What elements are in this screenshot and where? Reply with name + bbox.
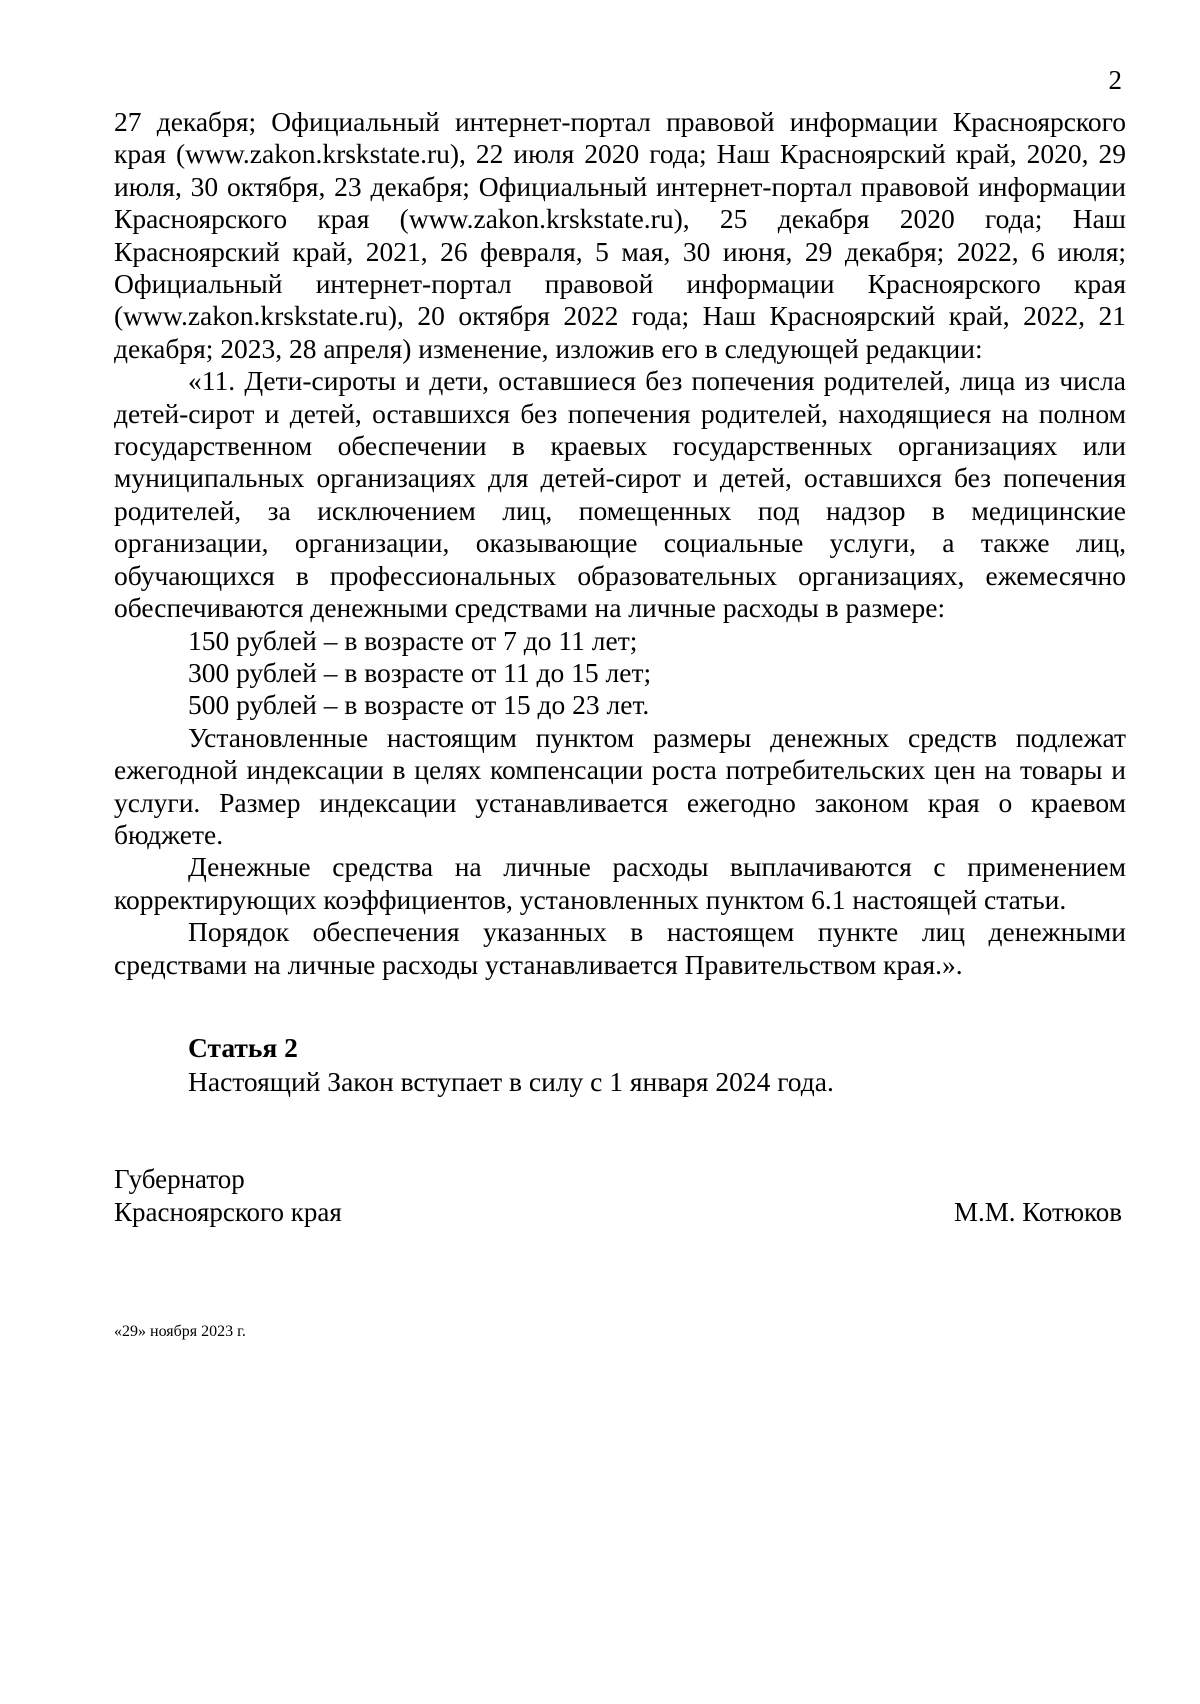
article-heading: Статья 2	[188, 1032, 298, 1063]
signer-name: М.М. Котюков	[953, 1197, 1122, 1227]
document-body	[114, 106, 1126, 981]
signer-title-line2: Красноярского края	[114, 1197, 342, 1227]
paragraph-intro: 27 декабря; Официальный интернет-портал правовой информации Красноярского края (www.zakon.krskstate.ru), 22 июля 2020 года; Наш Красноярский край, 2020, 29 июля, 30 октября, 23 декабря; Официальный интернет-портал правовой информации Красноярского края (www.zakon.krskstate.ru), 25 декабря 2020 года; Наш Красноярский край, 2021, 26 февраля, 5 мая, 30 июня, 29 декабря; 2022, 6 июля; Официальный интернет-портал правовой информации Красноярского края (www.zakon.krskstate.ru), 20 октября 2022 года; Наш Красноярский край, 2022, 21 декабря; 2023, 28 апреля) изменение, изложив его в следующей редакции:	[114, 106, 1126, 364]
list-item-amount: 500 рублей – в возрасте от 15 до 23 лет.	[188, 689, 650, 721]
list-item-amount: 150 рублей – в возрасте от 7 до 11 лет;	[188, 624, 638, 656]
signer-title-line1: Губернатор	[114, 1164, 245, 1194]
list-item-amount: 300 рублей – в возрасте от 11 до 15 лет;	[188, 656, 652, 688]
paragraph-indexation: Установленные настоящим пунктом размеры денежных средств подлежат ежегодной индексации в целях компенсации роста потребительских цен на товары и услуги. Размер индексации устанавливается ежегодно законом края о краевом бюджете.	[114, 721, 1126, 850]
signing-date: «29» ноября 2023 г.	[114, 1323, 246, 1340]
paragraph-procedure: Порядок обеспечения указанных в настоящем пункте лиц денежными средствами на личные расходы устанавливается Правительством края.».	[114, 916, 1126, 980]
signer-title	[114, 1163, 342, 1229]
article-text: Настоящий Закон вступает в силу с 1 января 2024 года.	[188, 1066, 834, 1097]
page-number: 2	[1108, 65, 1122, 95]
paragraph-coefficients: Денежные средства на личные расходы выплачиваются с применением корректирующих коэффициентов, установленных пунктом 6.1 настоящей статьи.	[114, 851, 1126, 915]
paragraph-point-11: «11. Дети-сироты и дети, оставшиеся без попечения родителей, лица из числа детей-сирот и детей, оставшихся без попечения родителей, находящиеся на полном государственном обеспечении в краевых государственных организациях или муниципальных организациях для детей-сирот и детей, оставшихся без попечения родителей, за исключением лиц, помещенных под надзор в медицинские организации, организации, оказывающие социальные услуги, а также лиц, обучающихся в профессиональных образовательных организациях, ежемесячно обеспечиваются денежными средствами на личные расходы в размере:	[114, 365, 1126, 624]
